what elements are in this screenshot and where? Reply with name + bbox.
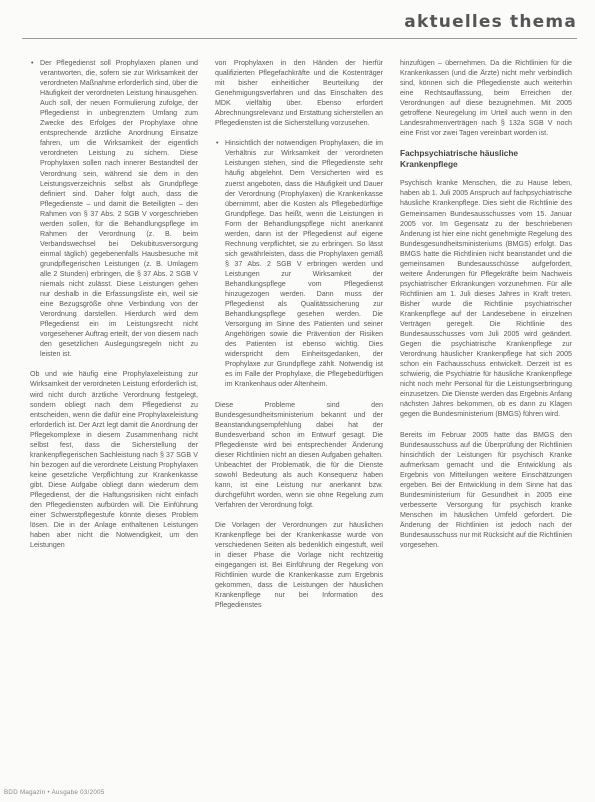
section-title: aktuelles thema xyxy=(404,12,577,32)
paragraph: von Prophylaxen in den Händen der hierfür qualifizierten Pflegefachkräfte und die Kostenträger mit bisher einheitlicher Beurteilung der Genehmigungsverfahren und das Einschalten des MDK vielfältig über. Ebenso erfordert Abrechnungsrelevanz und Erstattung sicherstellen an Pflegediensten ist die Sicherstellung vorzusehen. xyxy=(215,59,383,128)
paragraph: Diese Probleme sind den Bundesgesundheitsministerium bekannt und der Beanstandungsempfehlung dabei hat der Bundesverband schon im Entwurf gesagt. Die Pflegedienste wird bei entsprechender Änderung dieser Richtlinien nicht an diesen Aufgaben gehalten. Unbeachtet der Problematik, die für die Dienste sowohl Bedeutung als auch Konsequenz haben kann, ist eine Leistung nur anerkannt bzw. durchgeführt worden, wenn sie ohne Regelung zum Verfahren der Verordnung folgt. xyxy=(215,400,383,509)
text-column-3 xyxy=(400,58,572,778)
bullet-item: • Der Pflegedienst soll Prophylaxen planen und verantworten, die, sofern sie zur Wirksamkeit der verordneten Maßnahme erforderlich sind, über die Häufigkeit der verordneten Leistung hinausgehen. Auch soll, der neuen Formulierung zufolge, der Pflegedienst in unbegrenztem Umfang zum Zwecke des Erfolges der Prophylaxe ohne entsprechende ärztliche Anordnung Einsatze fahren, um die Wirksamkeit der eigentlich verordneten Leistung zu sichern. Diese Prophylaxen sollen nach innerer Bestandteil der Verordnung sein, während sie dem in den Leistungsverzeichnis selbst als Grundpflege definiert sind. Daher folgt auch, dass die Pflegedienste – und damit die Beteiligten – den Rahmen von § 37 Abs. 2 SGB V vorgeschrieben werden sollen, für die Behandlungspflege im Rahmen der Verordnung (z. B. beim Verbandswechsel bei Dekubitusversorgung einmal täglich) gegebenenfalls Hausbesuche mit grundpflegerischen Leistungen (z. B. Umlagern alle 2 Stunden) erbringen, die § 37 Abs. 2 SGB V niemals nicht zulässt. Diese Leistungen gehen nur deshalb in die Erfassungsliste ein, weil sie eine Bezugsgröße ohne Verbindung von der Verordnung darstellen. Hierdurch wird dem Pflegedienst ein im Leistungsrecht nicht vorgesehener Auftrag erteilt, der von diesem nach den gesetzlichen Auslegungsregeln nicht zu leisten ist. xyxy=(40,58,198,359)
paragraph: Ob und wie häufig eine Prophylaxeleistung zur Wirksamkeit der verordneten Leistung erforderlich ist, wird nicht durch ärztliche Verordnung festgelegt, sondern obliegt nach dem Pflegedienst zu entscheiden, wenn die dafür eine Prophylaxeleistung erforderlich ist. Der Arzt legt damit die Anordnung der Pflegekomplexe in diesem Zusammenhang nicht selbst fest, dass die Sicherstellung der krankenpflegerischen Sachleistung nach § 37 SGB V hin bezogen auf die verordnete Leistung Prophylaxen keine gesetzliche Verpflichtung zur Krankenkasse gibt. Diese Aufgabe obliegt dann wiederum dem Pflegedienst, der die Haftungsrisiken nicht einfach den Pflegediensten aufbürden will. Die Einführung einer Schwerstpflegestufe könnte dieses Problem lösen. Die in der Anlage enthaltenen Leistungen haben aber nicht die Notwendigkeit, um den Leistungen xyxy=(30,370,198,550)
page-header xyxy=(0,0,595,44)
paragraph: Die Vorlagen der Verordnungen zur häuslichen Krankenpflege bei der Krankenkasse wurde von verschiedenen Seiten als bedenklich eingestuft, weil in dieser Phase die Vorlage nicht rechtzeitig eingegangen ist. Bei Einführung der Regelung von Richtlinien wurde die Krankenkasse zum Ergebnis gekommen, dass die Leistungen der häuslichen Krankenpflege nur bei Information des Pflegedienstes xyxy=(215,521,383,610)
bullet-list xyxy=(30,58,198,359)
bullet-item: • Hinsichtlich der notwendigen Prophylaxen, die im Verhältnis zur Wirksamkeit der verordneten Leistungen stehen, sind die Pflegedienste sehr häufig abgelehnt. Dem Versicherten wird es zuerst angeboten, dass die Häufigkeit und Dauer der Verordnung (Prophylaxen) die Krankenkasse übernimmt, aber die Kosten als Pflegebedürftige Grundpflege. Das heißt, wenn die Leistungen in Form der Behandlungspflege nicht anerkannt werden, dann ist der Pflegedienst auf eigene Rechnung verpflichtet, sie zu erbringen. So lässt sich gewährleisten, dass die Prophylaxen gemäß § 37 Abs. 2 SGB V erbringen werden und Leistungen zur Wirksamkeit der Behandlungspflege vom Pflegedienst hinzugezogen werden. Dann muss der Pflegedienst als Qualitätssicherung zur Behandlungspflege gesehen werden. Die Versorgung im Sinne des Patienten und seiner Angehörigen sowie die Prävention der Risiken des Patienten ist ebenso wichtig. Dies widerspricht dem Einheitsgedanken, der Prophylaxe zur Grundpflege zählt. Notwendig ist es im Falle der Prophylaxe, die Pflegebedürftigen im Krankenhaus oder Altenheim. xyxy=(225,138,383,389)
header-divider xyxy=(22,38,577,39)
bullet-list xyxy=(215,138,383,389)
text-column-2 xyxy=(215,58,383,778)
paragraph: Bereits im Februar 2005 hatte das BMGS den Bundesausschuss auf die Überprüfung der Richtlinien hinsichtlich der Leistungen für psychisch Kranke aufmerksam gemacht und die Entwicklung als Ergebnis von Mitteilungen weitere Einschätzungen ergeben. Bei der Entwicklung in dem Sinne hat das Bundesministerium für Gesundheit in 2005 eine verbesserte Versorgung für psychisch kranke Menschen im häuslichen Umfeld gefordert. Die Änderung der Richtlinien ist jedoch nach der Bundesausschuss nur mit Rücksicht auf die Richtlinien vorgesehen. xyxy=(400,430,572,550)
paragraph: Psychisch kranke Menschen, die zu Hause leben, haben ab 1. Juli 2005 Anspruch auf fachpsychiatrische häusliche Krankenpflege. Dies sieht die Richtlinie des Gemeinsamen Bundesausschusses vom 15. Januar 2005 vor. Im Gegensatz zu der beschriebenen Änderung ist hier eine nicht genehmigte Regelung des Bundesgesundheitsministeriums (BMGS) erfolgt. Das BMGS hatte die Richtlinien nicht beanstandet und die gemeinsamen Bundesausschüsse aufgefordert, weitere Änderungen für Pflegekräfte beim Nachweis psychiatrischer Erkrankungen vorzunehmen. Für alle Richtlinien am 1. Juli dieses Jahres in Kraft treten. Bisher wurde die Richtlinie psychiatrischer Krankenpflege auf der Landesebene in einzelnen Verträgen geregelt. Die Richtlinie des Bundesausschusses vom Juli 2005 wird geändert. Gegen die psychiatrische Krankenpflege zur Verordnung häuslicher Krankenpflege hat sich 2005 schon ein Fachausschuss entwickelt. Derzeit ist es schwierig, die Psychiatrie für häusliche Krankenpflege nicht noch mehr Personal für die Leistungserbringung einzusetzen. Die Dienste werden das Ergebnis Anfang nächsten Jahres bekommen, ob es dann zu Klagen gegen die Bundesministerium (BMGS) führen wird. xyxy=(400,179,572,419)
text-column-1 xyxy=(30,58,198,778)
page-footer: BDD Magazin • Ausgabe 03/2005 xyxy=(4,789,105,796)
subheading: Fachpsychiatrische häusliche Krankenpflege xyxy=(400,148,519,170)
paragraph: hinzufügen – übernehmen. Da die Richtlinien für die Krankenkassen (und die Ärzte) nicht mehr verbindlich sind, können sich die Pflegedienste auch weiterhin eine Rechtsauffassung, beim Erreichen der Verordnungen auf diese bezugnehmen. Mit 2005 getroffene Neuregelung im Urteil auch wenn in den Landesrahmenverträgen nach § 132a SGB V noch eine Frist vor zwei Tagen vereinbart worden ist. xyxy=(400,59,572,138)
